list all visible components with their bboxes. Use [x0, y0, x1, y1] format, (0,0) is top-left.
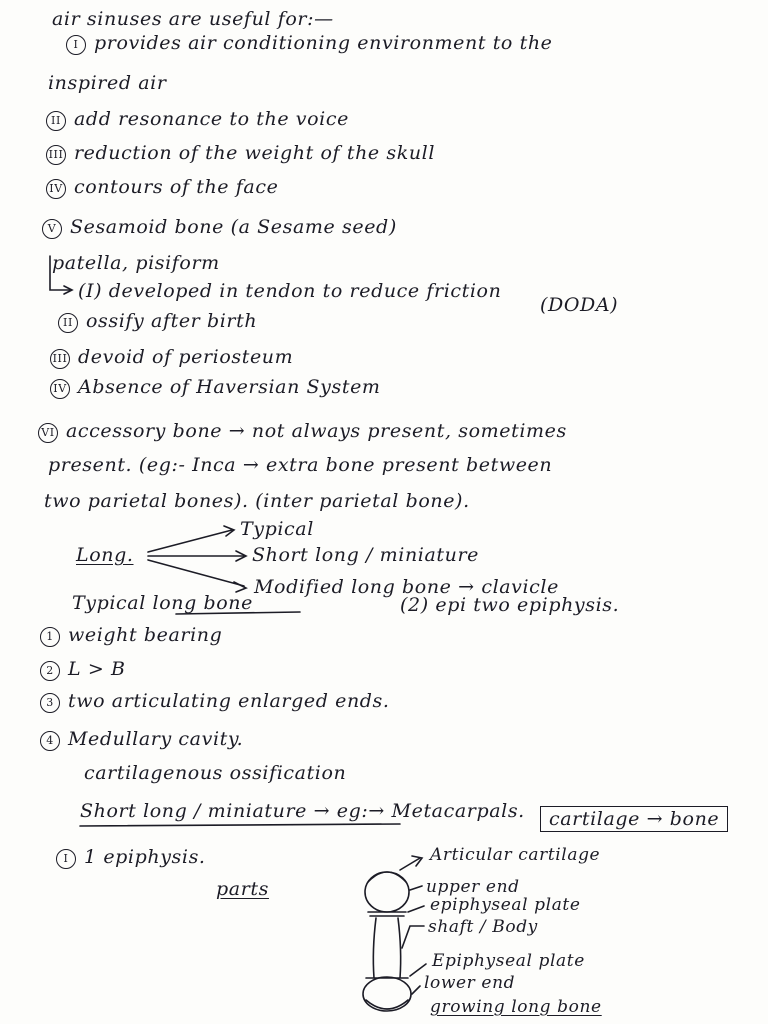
typical-point-2: 2 L > B — [40, 658, 126, 681]
bone-shaft-right — [398, 918, 401, 978]
sinus-point-2: II add resonance to the voice — [46, 108, 349, 131]
typical-underline — [176, 612, 300, 614]
leader-lower-end — [412, 986, 420, 994]
sinus-point-1-cont: inspired air — [48, 72, 167, 94]
long-branch-upper — [148, 530, 232, 552]
label-epiphyseal-plate-lower: Epiphyseal plate — [432, 951, 585, 971]
label-growing-long-bone: growing long bone — [430, 997, 602, 1017]
sesamoid-examples: patella, pisiform — [52, 252, 220, 274]
long-type-short: Short long / miniature — [252, 544, 479, 566]
typical-long-bone-heading: Typical long bone — [72, 592, 253, 614]
sinus-point-1: I provides air conditioning environment to the — [66, 32, 553, 55]
sesamoid-point-3: III devoid of periosteum — [50, 346, 293, 369]
accessory-bone-line-2: present. (eg:- Inca → extra bone present between — [48, 454, 553, 476]
leader-shaft — [402, 926, 424, 948]
typical-point-1: 1 weight bearing — [40, 624, 222, 647]
sinus-point-3: III reduction of the weight of the skull — [46, 142, 435, 165]
sinus-point-4: IV contours of the face — [46, 176, 278, 199]
typical-point-4: 4 Medullary cavity. — [40, 728, 243, 751]
sesamoid-point-1: (I) developed in tendon to reduce friction — [78, 280, 502, 302]
label-upper-end: upper end — [426, 877, 520, 897]
heading-air-sinuses: air sinuses are useful for:— — [52, 8, 334, 30]
short-long-line: Short long / miniature → eg:→ Metacarpals. — [80, 800, 525, 822]
parts-label: parts — [216, 878, 269, 900]
bone-upper-cap — [368, 872, 406, 882]
label-lower-end: lower end — [424, 973, 516, 993]
short-long-underline — [80, 824, 400, 826]
label-epiphyseal-plate-upper: epiphyseal plate — [430, 895, 581, 915]
sesamoid-point-2: II ossify after birth — [58, 310, 257, 333]
leader-upper-end — [410, 886, 422, 890]
leader-epi-upper — [408, 906, 424, 912]
cartilage-bone-box: cartilage → bone — [540, 808, 728, 830]
mnemonic-doda: (DODA) — [540, 294, 619, 316]
long-bone-label: Long. — [76, 544, 134, 566]
accessory-bone-line-1: VI accessory bone → not always present, sometimes — [38, 420, 567, 443]
patella-bracket — [50, 256, 70, 290]
leader-epi-lower — [410, 964, 426, 976]
long-branch-lower — [148, 560, 244, 586]
accessory-bone-line-3: two parietal bones). (inter parietal bone). — [44, 490, 470, 512]
sesamoid-heading: V Sesamoid bone (a Sesame seed) — [42, 216, 397, 239]
typical-long-bone-note: (2) epi two epiphysis. — [400, 594, 620, 616]
label-articular-cartilage: Articular cartilage — [430, 845, 601, 865]
short-long-point-1: I 1 epiphysis. — [56, 846, 206, 869]
ossification-type: cartilagenous ossification — [84, 762, 347, 784]
sesamoid-point-4: IV Absence of Haversian System — [50, 376, 381, 399]
bone-shaft-left — [373, 918, 376, 978]
bone-lower-end — [363, 977, 411, 1011]
typical-point-3: 3 two articulating enlarged ends. — [40, 690, 390, 713]
label-shaft-body: shaft / Body — [428, 917, 538, 937]
long-branch-lower-head — [234, 582, 246, 592]
long-type-modified: Modified long bone → clavicle — [254, 576, 559, 598]
long-type-typical: Typical — [240, 518, 314, 540]
